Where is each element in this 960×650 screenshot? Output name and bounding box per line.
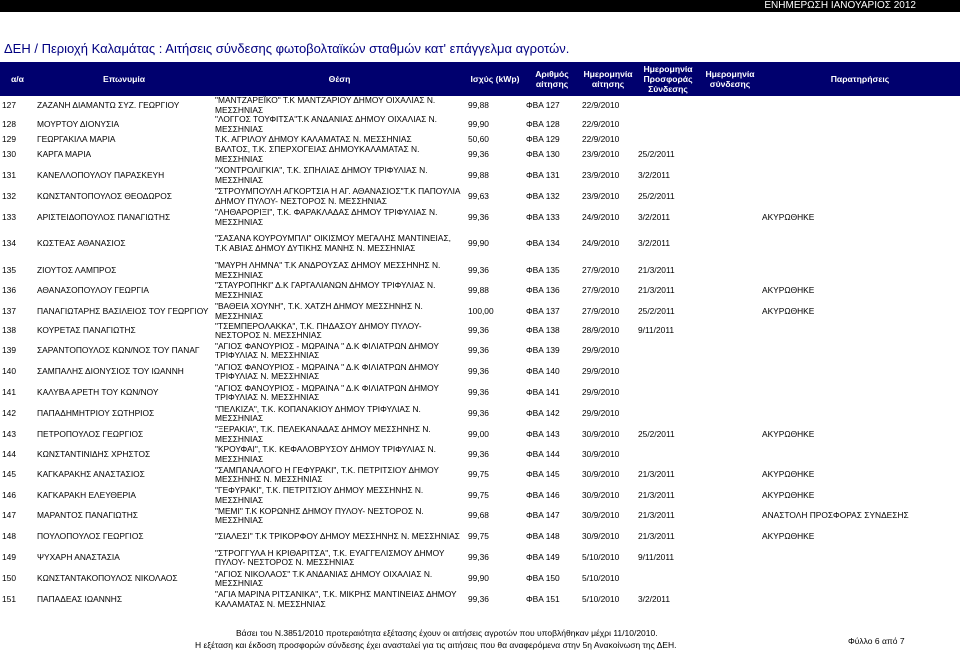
cell-name: ΚΩΝΣΤΑΝΤΙΝΙΔΗΣ ΧΡΗΣΤΟΣ: [37, 448, 151, 459]
cell-position: "ΤΣΕΜΠΕΡΟΛΑΚΚΑ", Τ.Κ. ΠΗΔΑΣΟΥ ΔΗΜΟΥ ΠΥΛΟΥ-ΝΕΣΤΟΡΟΣ Ν. ΜΕΣΣΗΝΙΑΣ: [215, 321, 422, 341]
cell-connection-date: [700, 145, 760, 164]
cell-application-number: ΦΒΑ 140: [526, 366, 560, 377]
table-row: [0, 383, 960, 404]
cell-connection-date: [700, 322, 760, 341]
cell-offer-date: 9/11/2011: [638, 325, 675, 336]
col-header-notes: Παρατηρήσεις: [760, 62, 960, 96]
cell-name: ΠΑΝΑΓΙΩΤΑΡΗΣ ΒΑΣΙΛΕΙΟΣ ΤΟΥ ΓΕΩΡΓΙΟΥ: [37, 305, 209, 316]
cell-offer-date: [636, 115, 700, 134]
cell-application-number: ΦΒΑ 145: [526, 469, 560, 480]
cell-application-number: ΦΒΑ 137: [526, 305, 560, 316]
cell-offer-date: 25/2/2011: [638, 149, 675, 160]
cell-position: "ΑΓΙΟΣ ΦΑΝΟΥΡΙΟΣ - ΜΩΡΑΙΝΑ " Δ.Κ ΦΙΛΙΑΤΡΩΝ ΔΗΜΟΥ ΤΡΙΦΥΛΙΑΣ Ν. ΜΕΣΣΗΝΙΑΣ: [215, 340, 439, 361]
cell-application-date: 22/9/2010: [582, 99, 620, 110]
table-row: [0, 281, 960, 302]
cell-power: 99,75: [468, 531, 489, 542]
cell-position: "ΣΤΡΟΓΓΥΛΑ Η ΚΡΙΘΑΡΙΤΣΑ", Τ.Κ. ΕΥΑΓΓΕΛΙΣΜΟΥ ΔΗΜΟΥ ΠΥΛΟΥ- ΝΕΣΤΟΡΟΣ Ν. ΜΕΣΣΗΝΙΑΣ: [215, 547, 445, 568]
col-header-aa: α/α: [0, 62, 35, 96]
table-row: [0, 569, 960, 590]
cell-notes: [760, 187, 960, 208]
table-row: [0, 486, 960, 506]
table-row: [0, 187, 960, 208]
cell-aa: 146: [2, 489, 16, 500]
cell-position: "ΜΑΥΡΗ ΛΗΜΝΑ" Τ.Κ ΑΝΔΡΟΥΣΑΣ ΔΗΜΟΥ ΜΕΣΣΗΝΗΣ Ν. ΜΕΣΣΗΝΙΑΣ: [215, 260, 441, 280]
cell-aa: 133: [2, 211, 16, 222]
cell-application-number: ΦΒΑ 139: [526, 345, 560, 356]
cell-connection-date: [700, 96, 760, 115]
col-header-offer-date: Ημερομηνία Προσφοράς Σύνδεσης: [636, 62, 700, 96]
cell-aa: 127: [2, 99, 16, 110]
cell-application-date: 30/9/2010: [582, 510, 620, 521]
cell-power: 100,00: [468, 305, 494, 316]
table-body: [0, 96, 960, 610]
table-row: [0, 445, 960, 465]
cell-application-date: 29/9/2010: [582, 345, 620, 356]
cell-application-number: ΦΒΑ 147: [526, 510, 560, 521]
table-row: [0, 465, 960, 486]
cell-name: ΨΥΧΑΡΗ ΑΝΑΣΤΑΣΙΑ: [37, 552, 120, 563]
cell-position: "ΜΑΝΤΖΑΡΕΪΚΟ" Τ.Κ ΜΑΝΤΖΑΡΙΟΥ ΔΗΜΟΥ ΟΙΧΑΛΙΑΣ Ν. ΜΕΣΣΗΝΙΑΣ: [215, 96, 436, 115]
cell-notes: [760, 228, 960, 261]
cell-application-date: 24/9/2010: [582, 211, 620, 222]
cell-aa: 134: [2, 238, 16, 249]
cell-offer-date: [636, 134, 700, 145]
cell-connection-date: [700, 486, 760, 506]
cell-connection-date: [700, 187, 760, 208]
cell-name: ΓΕΩΡΓΑΚΙΛΑ ΜΑΡΙΑ: [37, 134, 116, 145]
cell-application-number: ΦΒΑ 148: [526, 531, 560, 542]
cell-power: 99,90: [468, 118, 489, 129]
cell-offer-date: 21/3/2011: [638, 285, 675, 296]
cell-offer-date: [636, 362, 700, 383]
footer-note-1: Βάσει του Ν.3851/2010 προτεραιότητα εξέτασης έχουν οι αιτήσεις αγροτών που υποβλήθηκαν μέχρι 11/10/2010.: [236, 628, 658, 638]
cell-power: 99,36: [468, 408, 489, 419]
cell-connection-date: [700, 465, 760, 486]
cell-name: ΜΑΡΑΝΤΟΣ ΠΑΝΑΓΙΩΤΗΣ: [37, 510, 138, 521]
cell-offer-date: [636, 383, 700, 404]
cell-offer-date: [636, 404, 700, 425]
col-header-application-date: Ημερομηνία αίτησης: [580, 62, 636, 96]
table-row: [0, 425, 960, 445]
cell-position: "ΑΓΙΟΣ ΝΙΚΟΛΑΟΣ" Τ.Κ ΑΝΔΑΝΙΑΣ ΔΗΜΟΥ ΟΙΧΑΛΙΑΣ Ν. ΜΕΣΣΗΝΙΑΣ: [215, 568, 433, 589]
cell-connection-date: [700, 281, 760, 302]
cell-application-number: ΦΒΑ 138: [526, 325, 560, 336]
cell-name: ΚΑΓΚΑΡΑΚΗ ΕΛΕΥΘΕΡΙΑ: [37, 489, 136, 500]
cell-position: "ΠΕΛΚΙΖΑ", Τ.Κ. ΚΟΠΑΝΑΚΙΟΥ ΔΗΜΟΥ ΤΡΙΦΥΛΙΑΣ Ν. ΜΕΣΣΗΝΙΑΣ: [215, 403, 421, 424]
col-header-position: Θέση: [213, 62, 466, 96]
cell-name: ΠΑΠΑΔΕΑΣ ΙΩΑΝΝΗΣ: [37, 593, 123, 604]
cell-aa: 139: [2, 345, 16, 356]
cell-notes: [760, 115, 960, 134]
cell-application-date: 27/9/2010: [582, 285, 620, 296]
table-row: [0, 322, 960, 341]
cell-offer-date: 21/3/2011: [638, 264, 675, 275]
cell-application-number: ΦΒΑ 135: [526, 264, 560, 275]
table-row: [0, 341, 960, 362]
cell-notes: ΑΚΥΡΩΘΗΚΕ: [762, 489, 815, 500]
cell-aa: 128: [2, 118, 16, 129]
cell-power: 99,36: [468, 593, 489, 604]
cell-offer-date: 21/3/2011: [638, 469, 675, 480]
cell-position: "ΚΡΟΥΦΑΙ", Τ.Κ. ΚΕΦΑΛΟΒΡΥΣΟΥ ΔΗΜΟΥ ΤΡΙΦΥΛΙΑΣ Ν. ΜΕΣΣΗΝΙΑΣ: [215, 444, 436, 464]
cell-application-date: 27/9/2010: [582, 305, 620, 316]
cell-power: 99,36: [468, 448, 489, 459]
col-header-connection-date: Ημερομηνία σύνδεσης: [700, 62, 760, 96]
cell-notes: [760, 362, 960, 383]
cell-name: ΚΟΥΡΕΤΑΣ ΠΑΝΑΓΙΩΤΗΣ: [37, 325, 136, 336]
table-row: [0, 548, 960, 569]
cell-position: Τ.Κ. ΑΓΡΙΛΟΥ ΔΗΜΟΥ ΚΑΛΑΜΑΤΑΣ Ν. ΜΕΣΣΗΝΙΑΣ: [215, 134, 412, 145]
cell-name: ΣΑΜΠΑΛΗΣ ΔΙΟΝΥΣΙΟΣ ΤΟΥ ΙΩΑΝΝΗ: [37, 366, 184, 377]
cell-offer-date: 3/2/2011: [638, 211, 670, 222]
cell-application-date: 30/9/2010: [582, 489, 620, 500]
table-row: [0, 404, 960, 425]
cell-name: ΑΘΑΝΑΣΟΠΟΥΛΟΥ ΓΕΩΡΓΙΑ: [37, 285, 149, 296]
cell-name: ΣΑΡΑΝΤΟΠΟΥΛΟΣ ΚΩΝ/ΝΟΣ ΤΟΥ ΠΑΝΑΓ: [37, 345, 200, 356]
cell-power: 99,63: [468, 191, 489, 202]
cell-connection-date: [700, 548, 760, 569]
cell-application-date: 5/10/2010: [582, 552, 620, 563]
cell-application-number: ΦΒΑ 132: [526, 191, 560, 202]
cell-position: "ΑΓΙΟΣ ΦΑΝΟΥΡΙΟΣ - ΜΩΡΑΙΝΑ " Δ.Κ ΦΙΛΙΑΤΡΩΝ ΔΗΜΟΥ ΤΡΙΦΥΛΙΑΣ Ν. ΜΕΣΣΗΝΙΑΣ: [215, 361, 439, 382]
cell-power: 99,88: [468, 99, 489, 110]
cell-name: ΚΑΛΥΒΑ ΑΡΕΤΗ ΤΟΥ ΚΩΝ/ΝΟΥ: [37, 387, 159, 398]
cell-application-date: 30/9/2010: [582, 428, 620, 439]
cell-connection-date: [700, 208, 760, 228]
cell-name: ΚΩΝΣΤΑΝΤΟΠΟΥΛΟΣ ΘΕΟΔΩΡΟΣ: [37, 191, 172, 202]
cell-application-number: ΦΒΑ 151: [526, 593, 560, 604]
cell-offer-date: 3/2/2011: [638, 238, 670, 249]
cell-notes: [760, 590, 960, 610]
cell-name: ΠΟΥΛΟΠΟΥΛΟΣ ΓΕΩΡΓΙΟΣ: [37, 531, 144, 542]
cell-position: "ΛΟΓΓΟΣ ΤΟΥΦΙΤΣΑ"Τ.Κ ΑΝΔΑΝΙΑΣ ΔΗΜΟΥ ΟΙΧΑΛΙΑΣ Ν. ΜΕΣΣΗΝΙΑΣ: [215, 115, 437, 134]
cell-connection-date: [700, 383, 760, 404]
cell-application-date: 27/9/2010: [582, 264, 620, 275]
cell-offer-date: [636, 569, 700, 590]
cell-name: ΖΑΖΑΝΗ ΔΙΑΜΑΝΤΩ ΣΥΖ. ΓΕΩΡΓΙΟΥ: [37, 99, 180, 110]
cell-aa: 137: [2, 305, 16, 316]
table-row: [0, 96, 960, 115]
cell-power: 99,36: [468, 387, 489, 398]
table-row: [0, 506, 960, 527]
cell-application-date: 30/9/2010: [582, 531, 620, 542]
cell-position: "ΣΤΑΥΡΟΠΗΚΙ" Δ.Κ ΓΑΡΓΑΛΙΑΝΩΝ ΔΗΜΟΥ ΤΡΙΦΥΛΙΑΣ Ν. ΜΕΣΣΗΝΙΑΣ: [215, 280, 436, 301]
cell-notes: [760, 145, 960, 164]
cell-application-date: 5/10/2010: [582, 593, 620, 604]
cell-notes: [760, 404, 960, 425]
cell-notes: ΑΚΥΡΩΘΗΚΕ: [762, 211, 815, 222]
cell-connection-date: [700, 228, 760, 261]
cell-connection-date: [700, 590, 760, 610]
cell-connection-date: [700, 165, 760, 187]
cell-notes: ΑΚΥΡΩΘΗΚΕ: [762, 305, 815, 316]
cell-offer-date: 3/2/2011: [638, 593, 670, 604]
table-row: [0, 228, 960, 261]
cell-aa: 144: [2, 448, 16, 459]
cell-application-date: 22/9/2010: [582, 118, 620, 129]
cell-notes: [760, 341, 960, 362]
cell-position: "ΣΤΡΟΥΜΠΟΥΛΗ ΑΓΚΟΡΤΣΙΑ Η ΑΓ. ΑΘΑΝΑΣΙΟΣ"Τ.Κ ΠΑΠΟΥΛΙΑ ΔΗΜΟΥ ΠΥΛΟΥ- ΝΕΣΤΟΡΟΣ Ν. ΜΕΣΣΗΝΙΑΣ: [215, 186, 461, 207]
cell-application-number: ΦΒΑ 141: [526, 387, 560, 398]
cell-application-date: 5/10/2010: [582, 573, 620, 584]
cell-name: ΚΑΡΓΑ ΜΑΡΙΑ: [37, 149, 92, 160]
cell-notes: [760, 383, 960, 404]
cell-application-number: ΦΒΑ 134: [526, 238, 560, 249]
cell-power: 99,90: [468, 573, 489, 584]
cell-application-date: 23/9/2010: [582, 191, 620, 202]
cell-notes: [760, 445, 960, 465]
cell-aa: 143: [2, 428, 16, 439]
cell-application-number: ΦΒΑ 131: [526, 169, 560, 180]
cell-connection-date: [700, 506, 760, 527]
cell-application-number: ΦΒΑ 129: [526, 134, 560, 145]
cell-name: ΑΡΙΣΤΕΙΔΟΠΟΥΛΟΣ ΠΑΝΑΓΙΩΤΗΣ: [37, 211, 171, 222]
cell-aa: 151: [2, 593, 16, 604]
cell-connection-date: [700, 362, 760, 383]
cell-name: ΚΑΝΕΛΛΟΠΟΥΛΟΥ ΠΑΡΑΣΚΕΥΗ: [37, 169, 165, 180]
cell-notes: ΑΚΥΡΩΘΗΚΕ: [762, 285, 815, 296]
cell-position: "ΛΗΘΑΡΟΡΙΞΙ", Τ.Κ. ΦΑΡΑΚΛΑΔΑΣ ΔΗΜΟΥ ΤΡΙΦΥΛΙΑΣ Ν. ΜΕΣΣΗΝΙΑΣ: [215, 207, 438, 227]
cell-power: 99,88: [468, 169, 489, 180]
cell-power: 99,68: [468, 510, 489, 521]
applications-table: [0, 62, 960, 610]
cell-aa: 138: [2, 325, 16, 336]
cell-connection-date: [700, 302, 760, 322]
cell-application-number: ΦΒΑ 149: [526, 552, 560, 563]
cell-name: ΜΟΥΡΤΟΥ ΔΙΟΝΥΣΙΑ: [37, 118, 120, 129]
cell-position: "ΓΕΦΥΡΑΚΙ", Τ.Κ. ΠΕΤΡΙΤΣΙΟΥ ΔΗΜΟΥ ΜΕΣΣΗΝΗΣ Ν. ΜΕΣΣΗΝΙΑΣ: [215, 485, 424, 505]
cell-offer-date: 25/2/2011: [638, 428, 675, 439]
cell-aa: 131: [2, 169, 16, 180]
cell-connection-date: [700, 341, 760, 362]
cell-position: "ΑΓΙΟΣ ΦΑΝΟΥΡΙΟΣ - ΜΩΡΑΙΝΑ " Δ.Κ ΦΙΛΙΑΤΡΩΝ ΔΗΜΟΥ ΤΡΙΦΥΛΙΑΣ Ν. ΜΕΣΣΗΝΙΑΣ: [215, 382, 439, 403]
page-title: ΔΕΗ / Περιοχή Καλαμάτας : Αιτήσεις σύνδεσης φωτοβολταϊκών σταθμών κατ' επάγγελμα αγροτών.: [4, 41, 570, 56]
cell-name: ΚΑΓΚΑΡΑΚΗΣ ΑΝΑΣΤΑΣΙΟΣ: [37, 469, 145, 480]
cell-aa: 140: [2, 366, 16, 377]
cell-notes: [760, 569, 960, 590]
table-row: [0, 134, 960, 145]
cell-name: ΚΩΝΣΤΑΝΤΑΚΟΠΟΥΛΟΣ ΝΙΚΟΛΑΟΣ: [37, 573, 178, 584]
cell-power: 99,36: [468, 366, 489, 377]
cell-name: ΚΩΣΤΕΑΣ ΑΘΑΝΑΣΙΟΣ: [37, 238, 126, 249]
cell-application-number: ΦΒΑ 130: [526, 149, 560, 160]
cell-application-number: ΦΒΑ 150: [526, 573, 560, 584]
cell-name: ΠΑΠΑΔΗΜΗΤΡΙΟΥ ΣΩΤΗΡΙΟΣ: [37, 408, 155, 419]
cell-name: ΠΕΤΡΟΠΟΥΛΟΣ ΓΕΩΡΓΙΟΣ: [37, 428, 144, 439]
cell-power: 99,75: [468, 469, 489, 480]
table-row: [0, 362, 960, 383]
cell-position: "ΧΟΝΤΡΟΛΙΓΚΙΑ", Τ.Κ. ΣΠΗΛΙΑΣ ΔΗΜΟΥ ΤΡΙΦΥΛΙΑΣ Ν. ΜΕΣΣΗΝΙΑΣ: [215, 164, 428, 185]
cell-connection-date: [700, 115, 760, 134]
cell-power: 99,00: [468, 428, 489, 439]
cell-position: "ΣΙΑΛΕΣΙ" Τ.Κ ΤΡΙΚΟΡΦΟΥ ΔΗΜΟΥ ΜΕΣΣΗΝΗΣ Ν. ΜΕΣΣΗΝΙΑΣ: [215, 531, 460, 542]
cell-aa: 150: [2, 573, 16, 584]
cell-aa: 129: [2, 134, 16, 145]
cell-offer-date: [636, 445, 700, 465]
cell-power: 99,36: [468, 552, 489, 563]
table-row: [0, 115, 960, 134]
cell-notes: ΑΝΑΣΤΟΛΗ ΠΡΟΣΦΟΡΑΣ ΣΥΝΔΕΣΗΣ: [762, 510, 909, 521]
cell-aa: 142: [2, 408, 16, 419]
cell-position: "ΞΕΡΑΚΙΑ", Τ.Κ. ΠΕΛΕΚΑΝΑΔΑΣ ΔΗΜΟΥ ΜΕΣΣΗΝΗΣ Ν. ΜΕΣΣΗΝΙΑΣ: [215, 424, 431, 444]
top-banner: [0, 0, 960, 12]
cell-power: 99,90: [468, 238, 489, 249]
cell-connection-date: [700, 404, 760, 425]
cell-offer-date: 25/2/2011: [638, 305, 675, 316]
cell-application-date: 23/9/2010: [582, 149, 620, 160]
cell-aa: 130: [2, 149, 16, 160]
cell-offer-date: 3/2/2011: [638, 169, 670, 180]
footer-note-2: Η εξέταση και έκδοση προσφορών σύνδεσης έχει ανασταλεί για τις αιτήσεις που θα αναφερόμενα στην 5η Ανακοίνωση της ΔΕΗ.: [195, 640, 677, 650]
cell-notes: ΑΚΥΡΩΘΗΚΕ: [762, 428, 815, 439]
cell-notes: [760, 96, 960, 115]
cell-offer-date: 21/3/2011: [638, 489, 675, 500]
cell-position: "ΣΑΣΑΝΑ ΚΟΥΡΟΥΜΠΛΙ" ΟΙΚΙΣΜΟΥ ΜΕΓΑΛΗΣ ΜΑΝΤΙΝΕΙΑΣ, Τ.Κ ΑΒΙΑΣ ΔΗΜΟΥ ΔΥΤΙΚΗΣ ΜΑΝΗΣ Ν. ΜΕΣΣΗΝΙΑΣ: [215, 233, 451, 254]
cell-application-date: 29/9/2010: [582, 387, 620, 398]
cell-application-number: ΦΒΑ 133: [526, 211, 560, 222]
cell-application-number: ΦΒΑ 144: [526, 448, 560, 459]
cell-power: 99,88: [468, 285, 489, 296]
cell-offer-date: 21/3/2011: [638, 531, 675, 542]
cell-application-number: ΦΒΑ 127: [526, 99, 560, 110]
table-row: [0, 590, 960, 610]
cell-aa: 148: [2, 531, 16, 542]
cell-application-date: 29/9/2010: [582, 366, 620, 377]
cell-application-date: 28/9/2010: [582, 325, 620, 336]
cell-power: 99,36: [468, 211, 489, 222]
cell-position: "ΒΑΘΕΙΑ ΧΟΥΝΗ", Τ.Κ. ΧΑΤΖΗ ΔΗΜΟΥ ΜΕΣΣΗΝΗΣ Ν. ΜΕΣΣΗΝΙΑΣ: [215, 301, 423, 321]
cell-offer-date: [636, 96, 700, 115]
cell-application-date: 23/9/2010: [582, 169, 620, 180]
table-header-row: [0, 62, 960, 96]
cell-connection-date: [700, 425, 760, 445]
cell-notes: [760, 548, 960, 569]
table-row: [0, 165, 960, 187]
cell-name: ΖΙΟΥΤΟΣ ΛΑΜΠΡΟΣ: [37, 264, 117, 275]
cell-position: "ΣΑΜΠΑΝΑΛΟΓΟ Η ΓΕΦΥΡΑΚΙ", Τ.Κ. ΠΕΤΡΙΤΣΙΟΥ ΔΗΜΟΥ ΜΕΣΣΗΝΗΣ Ν. ΜΕΣΣΗΝΙΑΣ: [215, 464, 439, 485]
cell-application-number: ΦΒΑ 146: [526, 489, 560, 500]
cell-notes: [760, 134, 960, 145]
cell-application-date: 22/9/2010: [582, 134, 620, 145]
cell-application-number: ΦΒΑ 128: [526, 118, 560, 129]
cell-application-number: ΦΒΑ 143: [526, 428, 560, 439]
cell-aa: 149: [2, 552, 16, 563]
cell-aa: 136: [2, 285, 16, 296]
cell-application-date: 30/9/2010: [582, 448, 620, 459]
cell-power: 99,36: [468, 149, 489, 160]
cell-position: "ΜΕΜΙ" Τ.Κ ΚΟΡΩΝΗΣ ΔΗΜΟΥ ΠΥΛΟΥ- ΝΕΣΤΟΡΟΣ Ν. ΜΕΣΣΗΝΙΑΣ: [215, 505, 424, 526]
cell-aa: 145: [2, 469, 16, 480]
cell-application-date: 29/9/2010: [582, 408, 620, 419]
cell-connection-date: [700, 134, 760, 145]
cell-power: 50,60: [468, 134, 489, 145]
cell-position: "ΑΓΙΑ ΜΑΡΙΝΑ ΡΙΤΣΑΝΙΚΑ", Τ.Κ. ΜΙΚΡΗΣ ΜΑΝΤΙΝΕΙΑΣ ΔΗΜΟΥ ΚΑΛΑΜΑΤΑΣ Ν. ΜΕΣΣΗΝΙΑΣ: [215, 589, 457, 609]
cell-power: 99,36: [468, 345, 489, 356]
cell-notes: ΑΚΥΡΩΘΗΚΕ: [762, 531, 815, 542]
cell-application-date: 30/9/2010: [582, 469, 620, 480]
cell-notes: [760, 165, 960, 187]
table-row: [0, 527, 960, 548]
cell-application-number: ΦΒΑ 136: [526, 285, 560, 296]
cell-aa: 132: [2, 191, 16, 202]
cell-connection-date: [700, 527, 760, 548]
cell-connection-date: [700, 261, 760, 281]
cell-application-date: 24/9/2010: [582, 238, 620, 249]
cell-aa: 141: [2, 387, 16, 398]
cell-offer-date: 25/2/2011: [638, 191, 675, 202]
cell-aa: 147: [2, 510, 16, 521]
cell-position: ΒΑΛΤΟΣ, Τ.Κ. ΣΠΕΡΧΟΓΕΙΑΣ ΔΗΜΟΥΚΑΛΑΜΑΤΑΣ Ν. ΜΕΣΣΗΝΙΑΣ: [215, 145, 420, 164]
col-header-power: Ισχύς (kWp): [466, 62, 524, 96]
cell-power: 99,36: [468, 264, 489, 275]
table-row: [0, 261, 960, 281]
table-row: [0, 208, 960, 228]
col-header-application-number: Αριθμός αίτησης: [524, 62, 580, 96]
cell-power: 99,75: [468, 489, 489, 500]
cell-power: 99,36: [468, 325, 489, 336]
cell-offer-date: 9/11/2011: [638, 552, 675, 563]
cell-aa: 135: [2, 264, 16, 275]
cell-notes: [760, 322, 960, 341]
cell-notes: [760, 261, 960, 281]
cell-offer-date: [636, 341, 700, 362]
cell-connection-date: [700, 445, 760, 465]
table-row: [0, 302, 960, 322]
cell-notes: ΑΚΥΡΩΘΗΚΕ: [762, 469, 815, 480]
table-row: [0, 145, 960, 164]
page-number: Φύλλο 6 από 7: [848, 636, 905, 646]
cell-connection-date: [700, 569, 760, 590]
cell-offer-date: 21/3/2011: [638, 510, 675, 521]
col-header-name: Επωνυμία: [35, 62, 213, 96]
banner-text: ΕΝΗΜΕΡΩΣΗ ΙΑΝΟΥΑΡΙΟΣ 2012: [764, 0, 916, 11]
cell-application-number: ΦΒΑ 142: [526, 408, 560, 419]
